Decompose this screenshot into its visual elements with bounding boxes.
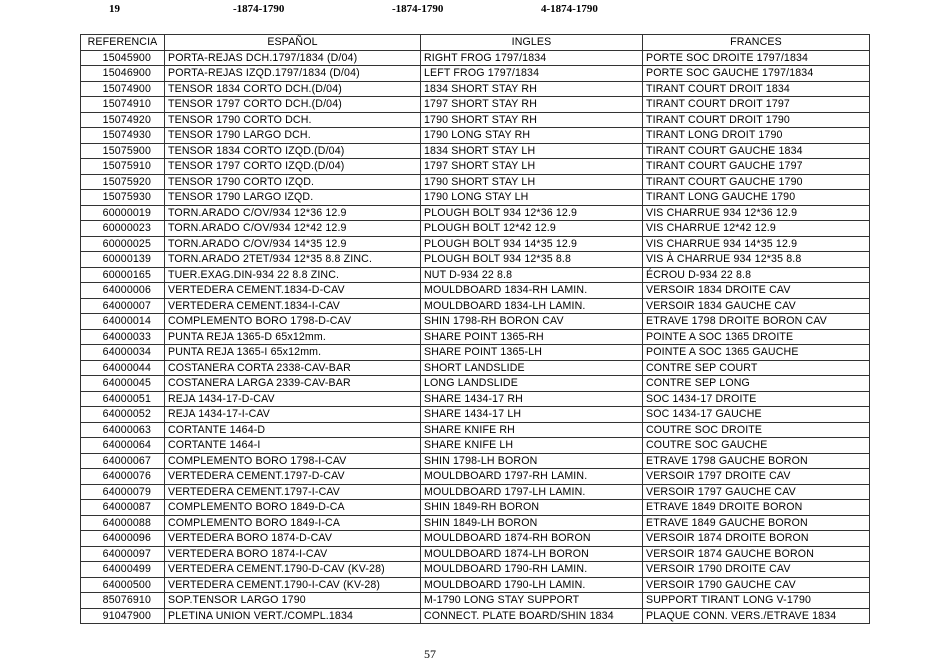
table-row <box>81 531 870 547</box>
english-cell: 1834 SHORT STAY RH <box>421 81 643 97</box>
french-cell: TIRANT COURT GAUCHE 1834 <box>643 143 870 159</box>
table-row <box>81 252 870 268</box>
table-row <box>81 391 870 407</box>
french-cell: ETRAVE 1798 GAUCHE BORON <box>643 453 870 469</box>
reference-cell: 60000019 <box>81 205 165 221</box>
table-row <box>81 515 870 531</box>
reference-cell: 15074930 <box>81 128 165 144</box>
english-cell: SHARE KNIFE RH <box>421 422 643 438</box>
french-cell: TIRANT COURT DROIT 1790 <box>643 112 870 128</box>
reference-cell: 15075920 <box>81 174 165 190</box>
english-cell: SHORT LANDSLIDE <box>421 360 643 376</box>
model-code-3: 4-1874-1790 <box>541 3 598 15</box>
spanish-cell: TENSOR 1790 LARGO IZQD. <box>165 190 421 206</box>
english-cell: SHARE KNIFE LH <box>421 438 643 454</box>
spanish-cell: VERTEDERA BORO 1874-D-CAV <box>165 531 421 547</box>
english-cell: MOULDBOARD 1874-LH BORON <box>421 546 643 562</box>
table-row <box>81 593 870 609</box>
table-row <box>81 236 870 252</box>
spanish-cell: TUER.EXAG.DIN-934 22 8.8 ZINC. <box>165 267 421 283</box>
french-cell: COUTRE SOC GAUCHE <box>643 438 870 454</box>
reference-cell: 64000044 <box>81 360 165 376</box>
reference-cell: 60000139 <box>81 252 165 268</box>
reference-cell: 64000063 <box>81 422 165 438</box>
french-cell: VIS À CHARRUE 934 12*35 8.8 <box>643 252 870 268</box>
french-cell: VERSOIR 1797 DROITE CAV <box>643 469 870 485</box>
spanish-cell: TENSOR 1790 CORTO DCH. <box>165 112 421 128</box>
spanish-cell: COMPLEMENTO BORO 1798-I-CAV <box>165 453 421 469</box>
spanish-cell: VERTEDERA CEMENT.1790-D-CAV (KV-28) <box>165 562 421 578</box>
table-row <box>81 81 870 97</box>
english-cell: MOULDBOARD 1874-RH BORON <box>421 531 643 547</box>
reference-cell: 64000033 <box>81 329 165 345</box>
spanish-cell: TENSOR 1790 LARGO DCH. <box>165 128 421 144</box>
table-row <box>81 360 870 376</box>
spanish-cell: PLETINA UNION VERT./COMPL.1834 <box>165 608 421 624</box>
french-cell: VERSOIR 1834 DROITE CAV <box>643 283 870 299</box>
spanish-cell: COSTANERA CORTA 2338-CAV-BAR <box>165 360 421 376</box>
english-cell: 1797 SHORT STAY RH <box>421 97 643 113</box>
table-row <box>81 97 870 113</box>
table-row <box>81 221 870 237</box>
spanish-cell: PUNTA REJA 1365-I 65x12mm. <box>165 345 421 361</box>
column-header-ingles: INGLES <box>421 35 643 51</box>
table-row <box>81 329 870 345</box>
french-cell: CONTRE SEP LONG <box>643 376 870 392</box>
english-cell: MOULDBOARD 1790-LH LAMIN. <box>421 577 643 593</box>
french-cell: PORTE SOC GAUCHE 1797/1834 <box>643 66 870 82</box>
page-code: 19 <box>109 3 120 15</box>
table-row <box>81 190 870 206</box>
spanish-cell: COMPLEMENTO BORO 1849-I-CA <box>165 515 421 531</box>
french-cell: SUPPORT TIRANT LONG V-1790 <box>643 593 870 609</box>
table-row <box>81 128 870 144</box>
reference-cell: 64000007 <box>81 298 165 314</box>
english-cell: SHARE 1434-17 LH <box>421 407 643 423</box>
english-cell: 1834 SHORT STAY LH <box>421 143 643 159</box>
french-cell: VIS CHARRUE 934 14*35 12.9 <box>643 236 870 252</box>
table-row <box>81 205 870 221</box>
french-cell: VERSOIR 1790 GAUCHE CAV <box>643 577 870 593</box>
reference-cell: 64000097 <box>81 546 165 562</box>
table-row <box>81 50 870 66</box>
reference-cell: 64000499 <box>81 562 165 578</box>
table-row <box>81 577 870 593</box>
english-cell: PLOUGH BOLT 934 12*36 12.9 <box>421 205 643 221</box>
reference-cell: 85076910 <box>81 593 165 609</box>
table-row <box>81 112 870 128</box>
english-cell: SHIN 1798-LH BORON <box>421 453 643 469</box>
spanish-cell: TORN.ARADO C/OV/934 12*36 12.9 <box>165 205 421 221</box>
french-cell: VIS CHARRUE 934 12*36 12.9 <box>643 205 870 221</box>
french-cell: TIRANT COURT DROIT 1834 <box>643 81 870 97</box>
reference-cell: 15075930 <box>81 190 165 206</box>
spanish-cell: TENSOR 1797 CORTO DCH.(D/04) <box>165 97 421 113</box>
column-header-referencia: REFERENCIA <box>81 35 165 51</box>
table-row <box>81 345 870 361</box>
english-cell: PLOUGH BOLT 934 14*35 12.9 <box>421 236 643 252</box>
table-row <box>81 407 870 423</box>
english-cell: RIGHT FROG 1797/1834 <box>421 50 643 66</box>
reference-cell: 15074920 <box>81 112 165 128</box>
reference-cell: 15074910 <box>81 97 165 113</box>
table-row <box>81 159 870 175</box>
french-cell: SOC 1434-17 GAUCHE <box>643 407 870 423</box>
spanish-cell: SOP.TENSOR LARGO 1790 <box>165 593 421 609</box>
spanish-cell: VERTEDERA CEMENT.1834-D-CAV <box>165 283 421 299</box>
french-cell: PLAQUE CONN. VERS./ETRAVE 1834 <box>643 608 870 624</box>
english-cell: MOULDBOARD 1834-RH LAMIN. <box>421 283 643 299</box>
spanish-cell: VERTEDERA CEMENT.1790-I-CAV (KV-28) <box>165 577 421 593</box>
spanish-cell: VERTEDERA BORO 1874-I-CAV <box>165 546 421 562</box>
spanish-cell: TENSOR 1834 CORTO DCH.(D/04) <box>165 81 421 97</box>
english-cell: SHARE POINT 1365-LH <box>421 345 643 361</box>
spanish-cell: TENSOR 1790 CORTO IZQD. <box>165 174 421 190</box>
reference-cell: 15045900 <box>81 50 165 66</box>
spanish-cell: CORTANTE 1464-I <box>165 438 421 454</box>
english-cell: PLOUGH BOLT 12*42 12.9 <box>421 221 643 237</box>
english-cell: 1790 LONG STAY RH <box>421 128 643 144</box>
french-cell: TIRANT LONG GAUCHE 1790 <box>643 190 870 206</box>
french-cell: TIRANT COURT DROIT 1797 <box>643 97 870 113</box>
reference-cell: 64000014 <box>81 314 165 330</box>
french-cell: VERSOIR 1797 GAUCHE CAV <box>643 484 870 500</box>
spanish-cell: TENSOR 1834 CORTO IZQD.(D/04) <box>165 143 421 159</box>
english-cell: 1790 SHORT STAY LH <box>421 174 643 190</box>
reference-cell: 91047900 <box>81 608 165 624</box>
french-cell: ETRAVE 1849 DROITE BORON <box>643 500 870 516</box>
spanish-cell: TENSOR 1797 CORTO IZQD.(D/04) <box>165 159 421 175</box>
spanish-cell: COSTANERA LARGA 2339-CAV-BAR <box>165 376 421 392</box>
table-header-row <box>81 35 870 51</box>
english-cell: SHIN 1798-RH BORON CAV <box>421 314 643 330</box>
table-row <box>81 283 870 299</box>
english-cell: MOULDBOARD 1834-LH LAMIN. <box>421 298 643 314</box>
reference-cell: 64000006 <box>81 283 165 299</box>
reference-cell: 64000096 <box>81 531 165 547</box>
reference-cell: 64000088 <box>81 515 165 531</box>
french-cell: VERSOIR 1874 DROITE BORON <box>643 531 870 547</box>
spanish-cell: VERTEDERA CEMENT.1797-I-CAV <box>165 484 421 500</box>
french-cell: ETRAVE 1849 GAUCHE BORON <box>643 515 870 531</box>
reference-cell: 64000079 <box>81 484 165 500</box>
reference-cell: 15046900 <box>81 66 165 82</box>
spanish-cell: TORN.ARADO 2TET/934 12*35 8.8 ZINC. <box>165 252 421 268</box>
spanish-cell: CORTANTE 1464-D <box>165 422 421 438</box>
model-code-1: -1874-1790 <box>233 3 285 15</box>
english-cell: LONG LANDSLIDE <box>421 376 643 392</box>
column-header-frances: FRANCES <box>643 35 870 51</box>
english-cell: CONNECT. PLATE BOARD/SHIN 1834 <box>421 608 643 624</box>
english-cell: PLOUGH BOLT 934 12*35 8.8 <box>421 252 643 268</box>
english-cell: 1790 SHORT STAY RH <box>421 112 643 128</box>
table-row <box>81 438 870 454</box>
english-cell: SHARE POINT 1365-RH <box>421 329 643 345</box>
reference-cell: 64000067 <box>81 453 165 469</box>
spanish-cell: COMPLEMENTO BORO 1798-D-CAV <box>165 314 421 330</box>
spanish-cell: PUNTA REJA 1365-D 65x12mm. <box>165 329 421 345</box>
spanish-cell: REJA 1434-17-I-CAV <box>165 407 421 423</box>
french-cell: VERSOIR 1790 DROITE CAV <box>643 562 870 578</box>
reference-cell: 64000045 <box>81 376 165 392</box>
reference-cell: 64000052 <box>81 407 165 423</box>
table-row <box>81 469 870 485</box>
french-cell: CONTRE SEP COURT <box>643 360 870 376</box>
french-cell: ETRAVE 1798 DROITE BORON CAV <box>643 314 870 330</box>
spanish-cell: COMPLEMENTO BORO 1849-D-CA <box>165 500 421 516</box>
english-cell: NUT D-934 22 8.8 <box>421 267 643 283</box>
french-cell: POINTE A SOC 1365 GAUCHE <box>643 345 870 361</box>
french-cell: VIS CHARRUE 12*42 12.9 <box>643 221 870 237</box>
column-header-espanol: ESPAÑOL <box>165 35 421 51</box>
french-cell: POINTE A SOC 1365 DROITE <box>643 329 870 345</box>
table-row <box>81 298 870 314</box>
table-body <box>81 50 870 624</box>
french-cell: TIRANT COURT GAUCHE 1790 <box>643 174 870 190</box>
french-cell: ÉCROU D-934 22 8.8 <box>643 267 870 283</box>
table-row <box>81 143 870 159</box>
reference-cell: 64000064 <box>81 438 165 454</box>
reference-cell: 64000076 <box>81 469 165 485</box>
table-row <box>81 376 870 392</box>
page-number: 57 <box>424 647 436 661</box>
reference-cell: 64000500 <box>81 577 165 593</box>
page-header <box>0 0 950 20</box>
reference-cell: 15075910 <box>81 159 165 175</box>
english-cell: MOULDBOARD 1790-RH LAMIN. <box>421 562 643 578</box>
parts-table <box>80 34 870 624</box>
table-row <box>81 314 870 330</box>
spanish-cell: TORN.ARADO C/OV/934 14*35 12.9 <box>165 236 421 252</box>
table-row <box>81 174 870 190</box>
english-cell: M-1790 LONG STAY SUPPORT <box>421 593 643 609</box>
reference-cell: 15075900 <box>81 143 165 159</box>
french-cell: TIRANT LONG DROIT 1790 <box>643 128 870 144</box>
table-row <box>81 546 870 562</box>
table-row <box>81 500 870 516</box>
table-row <box>81 562 870 578</box>
reference-cell: 15074900 <box>81 81 165 97</box>
reference-cell: 64000034 <box>81 345 165 361</box>
french-cell: PORTE SOC DROITE 1797/1834 <box>643 50 870 66</box>
english-cell: SHIN 1849-LH BORON <box>421 515 643 531</box>
reference-cell: 60000165 <box>81 267 165 283</box>
french-cell: TIRANT COURT GAUCHE 1797 <box>643 159 870 175</box>
reference-cell: 64000087 <box>81 500 165 516</box>
table-row <box>81 66 870 82</box>
spanish-cell: REJA 1434-17-D-CAV <box>165 391 421 407</box>
spanish-cell: PORTA-REJAS DCH.1797/1834 (D/04) <box>165 50 421 66</box>
spanish-cell: VERTEDERA CEMENT.1834-I-CAV <box>165 298 421 314</box>
model-code-2: -1874-1790 <box>392 3 444 15</box>
spanish-cell: VERTEDERA CEMENT.1797-D-CAV <box>165 469 421 485</box>
english-cell: MOULDBOARD 1797-RH LAMIN. <box>421 469 643 485</box>
reference-cell: 60000023 <box>81 221 165 237</box>
reference-cell: 64000051 <box>81 391 165 407</box>
english-cell: SHIN 1849-RH BORON <box>421 500 643 516</box>
table-row <box>81 422 870 438</box>
english-cell: SHARE 1434-17 RH <box>421 391 643 407</box>
french-cell: VERSOIR 1874 GAUCHE BORON <box>643 546 870 562</box>
english-cell: MOULDBOARD 1797-LH LAMIN. <box>421 484 643 500</box>
english-cell: 1790 LONG STAY LH <box>421 190 643 206</box>
table-row <box>81 608 870 624</box>
table-row <box>81 267 870 283</box>
table-row <box>81 484 870 500</box>
table-row <box>81 453 870 469</box>
english-cell: 1797 SHORT STAY LH <box>421 159 643 175</box>
spanish-cell: PORTA-REJAS IZQD.1797/1834 (D/04) <box>165 66 421 82</box>
french-cell: SOC 1434-17 DROITE <box>643 391 870 407</box>
english-cell: LEFT FROG 1797/1834 <box>421 66 643 82</box>
french-cell: COUTRE SOC DROITE <box>643 422 870 438</box>
spanish-cell: TORN.ARADO C/OV/934 12*42 12.9 <box>165 221 421 237</box>
table-header <box>81 35 870 51</box>
french-cell: VERSOIR 1834 GAUCHE CAV <box>643 298 870 314</box>
reference-cell: 60000025 <box>81 236 165 252</box>
